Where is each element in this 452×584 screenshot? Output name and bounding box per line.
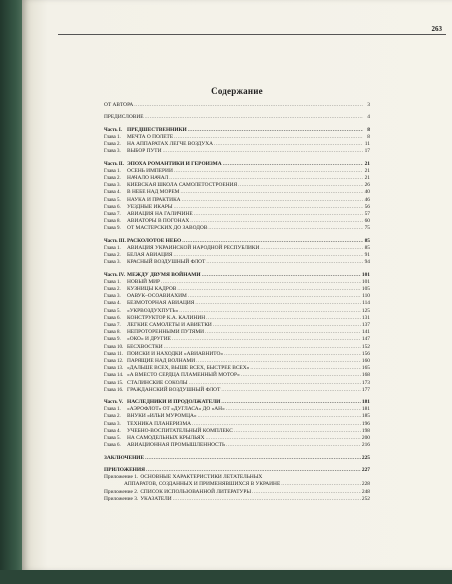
entry-title: ВЫБОР ПУТИ <box>127 148 162 155</box>
entry-page: 11 <box>364 141 370 148</box>
toc-chapter-entry <box>104 218 370 225</box>
toc-chapter-entry <box>104 197 370 204</box>
entry-page: 141 <box>361 329 370 336</box>
toc-part-entry <box>104 399 370 406</box>
entry-page: 40 <box>364 189 370 196</box>
entry-page: 131 <box>361 314 370 321</box>
entry-page: 228 <box>361 481 370 488</box>
toc-chapter-entry <box>104 189 370 196</box>
entry-title: «АЭРОФЛОТ» ОТ «ДУГЛАСА» ДО «АН» <box>127 406 225 413</box>
entry-label: Часть V. <box>104 400 123 406</box>
entry-title: КУЗНИЦЫ КАДРОВ <box>127 286 177 293</box>
entry-title: «А ВМЕСТО СЕРДЦА ПЛАМЕННЫЙ МОТОР» <box>127 372 240 379</box>
entry-label: Глава 2. <box>104 142 121 148</box>
toc-chapter-entry <box>104 387 370 394</box>
entry-title: НАЧАЛО НАЧАЛ <box>127 175 169 182</box>
entry-page: 105 <box>361 286 370 293</box>
entry-label: Глава 2. <box>104 176 121 182</box>
entry-page: 101 <box>361 271 370 278</box>
dot-leader <box>146 467 361 474</box>
table-of-contents <box>104 102 370 503</box>
toc-chapter-entry <box>104 344 370 351</box>
entry-title: СПИСОК ИСПОЛЬЗОВАННОЙ ЛИТЕРАТУРЫ <box>140 488 252 495</box>
entry-page: 137 <box>361 322 370 328</box>
entry-page: 165 <box>361 365 370 372</box>
toc-chapter-entry <box>104 358 370 365</box>
entry-title: НАУКА И ПРАКТИКА <box>127 196 181 203</box>
toc-chapter-entry <box>104 134 370 141</box>
dot-leader <box>188 127 363 134</box>
toc-chapter-entry <box>104 182 370 189</box>
toc-chapter-entry <box>104 322 370 329</box>
toc-chapter-entry <box>104 300 370 307</box>
entry-page: 225 <box>361 454 370 461</box>
dot-leader <box>161 279 361 286</box>
entry-page: 173 <box>361 379 370 386</box>
toc-chapter-entry <box>104 315 370 322</box>
dot-leader <box>179 308 361 315</box>
entry-label: Глава 1. <box>104 245 121 251</box>
entry-title: НАСЛЕДНИКИ И ПРОДОЛЖАТЕЛИ <box>127 399 221 406</box>
entry-title: В НЕБЕ НАД МОРЕМ <box>127 189 180 196</box>
appendix-label: Приложение 2. <box>104 488 139 495</box>
entry-title: ГРАЖДАНСКИЙ ВОЗДУШНЫЙ ФЛОТ <box>127 386 221 393</box>
entry-label: Глава 3. <box>104 294 121 300</box>
entry-page: 156 <box>361 350 370 357</box>
entry-label: Глава 5. <box>104 197 121 203</box>
entry-title: ПРИЛОЖЕНИЯ <box>104 466 145 473</box>
toc-chapter-entry <box>104 225 370 232</box>
toc-appendix-entry <box>104 489 370 496</box>
book-cover-edge <box>0 570 452 584</box>
entry-title: НЕПРОТОРЕННЫМИ ПУТЯМИ <box>127 329 205 336</box>
page-title: Содержание <box>211 86 263 96</box>
entry-title: НА САМОДЕЛЬНЫХ КРЫЛЬЯХ <box>127 435 205 441</box>
toc-appendix-entry <box>104 496 370 503</box>
toc-chapter-entry <box>104 308 370 315</box>
entry-page: 216 <box>361 442 370 449</box>
entry-page: 57 <box>364 211 370 217</box>
entry-title: «ДАЛЬШЕ ВСЕХ, ВЫШЕ ВСЕХ, БЫСТРЕЕ ВСЕХ» <box>127 365 250 372</box>
dot-leader <box>195 300 361 307</box>
entry-label: Глава 2. <box>104 253 121 259</box>
dot-leader <box>223 161 363 168</box>
entry-label: Глава 10. <box>104 344 124 350</box>
entry-page: 114 <box>362 300 370 307</box>
entry-label: Глава 2. <box>104 287 121 293</box>
entry-title: НОВЫЙ МИР <box>127 278 161 285</box>
dot-leader <box>189 380 361 387</box>
entry-title: МЕЧТА О ПОЛЕТЕ <box>127 133 174 140</box>
entry-label: Глава 6. <box>104 204 121 210</box>
dot-leader <box>145 455 361 462</box>
entry-label: Глава 6. <box>104 315 121 321</box>
toc-part-entry <box>104 127 370 134</box>
entry-page: 252 <box>361 495 370 502</box>
entry-title: ПОИСКИ И НАХОДКИ «АВИАВНИТО» <box>127 350 224 357</box>
entry-label: Глава 12. <box>104 358 124 364</box>
dot-leader <box>226 406 361 413</box>
appendix-label: Приложение 1. <box>104 474 139 481</box>
toc-part-entry <box>104 238 370 245</box>
toc-appendix-entry <box>104 474 370 481</box>
entry-title: ПРЕДИСЛОВИЕ <box>104 114 144 121</box>
dot-leader <box>174 134 363 141</box>
entry-label: Глава 1. <box>104 279 121 285</box>
entry-label: Глава 1. <box>104 134 121 140</box>
toc-chapter-entry <box>104 148 370 155</box>
toc-chapter-entry <box>104 293 370 300</box>
entry-title: АВИАЦИОННАЯ ПРОМЫШЛЕННОСТЬ <box>127 442 226 449</box>
entry-title: ОТ МАСТЕРСКИХ ДО ЗАВОДОВ <box>127 225 208 232</box>
toc-chapter-entry <box>104 351 370 358</box>
entry-label: Глава 2. <box>104 414 121 420</box>
toc-chapter-entry <box>104 279 370 286</box>
entry-page: 198 <box>361 427 370 434</box>
toc-chapter-entry <box>104 406 370 413</box>
entry-title: ОСНОВНЫЕ ХАРАКТЕРИСТИКИ ЛЕТАТЕЛЬНЫХ <box>140 474 263 481</box>
toc-chapter-entry <box>104 372 370 379</box>
entry-title: БЕСХВОСТКИ <box>127 343 163 350</box>
entry-label: Часть II. <box>104 161 124 167</box>
entry-page: 147 <box>361 336 370 343</box>
entry-title: «УКРВОЗДУХПУТЬ» <box>127 307 179 314</box>
entry-page: 56 <box>364 203 370 210</box>
toc-chapter-entry <box>104 380 370 387</box>
toc-chapter-entry <box>104 442 370 449</box>
entry-page: 26 <box>364 182 370 189</box>
dot-leader <box>260 245 363 252</box>
entry-title: УЕЗДНЫЕ ИКАРЫ <box>127 203 173 210</box>
toc-chapter-entry <box>104 421 370 428</box>
entry-page: 200 <box>361 435 370 441</box>
appendix-label: Приложение 3. <box>104 495 139 502</box>
entry-label: Часть IV. <box>104 272 125 278</box>
entry-title: ВНУКИ «ИЛЬИ МУРОМЦА» <box>127 413 197 420</box>
toc-chapter-entry <box>104 141 370 148</box>
entry-title: ОАВУК–ОСОАВИАХИМ <box>127 293 187 300</box>
entry-title: БЕЛАЯ АВИАЦИЯ <box>127 252 173 259</box>
dot-leader <box>252 489 361 496</box>
entry-page: 3 <box>367 102 370 108</box>
entry-title: УЧЕБНО-ВОСПИТАТЕЛЬНЫЙ КОМПЛЕКС <box>127 427 233 434</box>
dot-leader <box>206 259 363 266</box>
entry-title: ЗАКЛЮЧЕНИЕ <box>104 454 145 461</box>
entry-label: Глава 5. <box>104 436 121 441</box>
dot-leader <box>202 272 361 279</box>
entry-title: «ОКО» И ДРУГИЕ <box>127 336 171 343</box>
entry-page: 177 <box>361 386 370 393</box>
entry-label: Глава 16. <box>104 387 124 393</box>
dot-leader <box>208 225 363 232</box>
entry-page: 46 <box>364 196 370 203</box>
toc-intro-entry <box>104 102 370 109</box>
toc-chapter-entry <box>104 428 370 435</box>
entry-label: Глава 7. <box>104 323 121 328</box>
dot-leader <box>238 182 363 189</box>
toc-appendix-continuation <box>104 481 370 488</box>
entry-label: Глава 5. <box>104 308 121 314</box>
entry-page: 181 <box>361 399 370 406</box>
toc-chapter-entry <box>104 259 370 266</box>
entry-page: 4 <box>367 114 370 121</box>
dot-leader <box>196 358 361 365</box>
entry-page: 110 <box>362 293 370 300</box>
entry-label: Глава 4. <box>104 428 121 434</box>
page-number: 263 <box>431 25 442 33</box>
entry-title: СТАЛИНСКИЕ СОКОЛЫ <box>127 379 188 386</box>
book-page <box>22 0 452 570</box>
dot-leader <box>241 372 361 379</box>
dot-leader <box>174 204 363 211</box>
entry-page: 91 <box>364 252 370 259</box>
entry-page: 101 <box>361 278 370 285</box>
entry-title: РАСКОЛОТОЕ НЕБО <box>127 237 182 244</box>
dot-leader <box>163 148 364 155</box>
entry-label: Глава 11. <box>104 351 124 357</box>
entry-label: Глава 9. <box>104 337 121 343</box>
toc-appendices-entry <box>104 467 370 474</box>
entry-page: 152 <box>361 343 370 350</box>
dot-leader <box>206 315 361 322</box>
toc-chapter-entry <box>104 435 370 442</box>
entry-page: 168 <box>361 372 370 379</box>
entry-label: Глава 1. <box>104 168 121 174</box>
toc-chapter-entry <box>104 245 370 252</box>
dot-leader <box>164 344 361 351</box>
dot-leader <box>188 293 361 300</box>
entry-title: АППАРАТОВ, СОЗДАННЫХ И ПРИМЕНЯВШИХСЯ В УКРАИНЕ <box>124 481 281 488</box>
entry-title: ЛЕГКИЕ САМОЛЕТЫ И АВИЕТКИ <box>127 322 212 328</box>
dot-leader <box>177 286 361 293</box>
entry-title: КРАСНЫЙ ВОЗДУШНЫЙ ФЛОТ <box>127 259 206 266</box>
toc-chapter-entry <box>104 336 370 343</box>
dot-leader <box>182 197 363 204</box>
header-rule <box>58 34 446 35</box>
dot-leader <box>194 211 363 218</box>
entry-title: ПРЕДШЕСТВЕННИКИ <box>127 126 187 133</box>
dot-leader <box>198 413 361 420</box>
entry-label: Глава 14. <box>104 373 124 379</box>
entry-title: АВИАЦИЯ УКРАИНСКОЙ НАРОДНОЙ РЕСПУБЛИКИ <box>127 244 260 251</box>
entry-label: Глава 6. <box>104 443 121 449</box>
toc-intro-entry <box>104 114 370 121</box>
dot-leader <box>169 175 363 182</box>
entry-title: ЭПОХА РОМАНТИКИ И ГЕРОИЗМА <box>127 160 222 167</box>
dot-leader <box>173 496 361 503</box>
entry-page: 8 <box>367 133 370 140</box>
dot-leader <box>214 141 363 148</box>
dot-leader <box>190 218 363 225</box>
dot-leader <box>145 114 363 121</box>
entry-label: Глава 4. <box>104 190 121 196</box>
entry-label: Глава 7. <box>104 212 121 217</box>
entry-label: Часть III. <box>104 238 126 244</box>
entry-page: 85 <box>364 244 370 251</box>
entry-page: 8 <box>367 126 370 133</box>
entry-page: 17 <box>364 148 370 155</box>
entry-title: КОНСТРУКТОР К.А. КАЛИНИН <box>127 314 206 321</box>
entry-label: Глава 3. <box>104 260 121 266</box>
toc-chapter-entry <box>104 413 370 420</box>
entry-page: 85 <box>364 237 370 244</box>
entry-title: МЕЖДУ ДВУМЯ ВОЙНАМИ <box>127 271 201 278</box>
entry-title: ТЕХНИКА ПЛАНЕРИЗМА <box>127 420 192 427</box>
dot-leader <box>174 168 363 175</box>
entry-page: 21 <box>364 175 370 182</box>
entry-page: 21 <box>364 160 370 167</box>
entry-page: 248 <box>361 488 370 495</box>
entry-title: НА АППАРАТАХ ЛЕГЧЕ ВОЗДУХА <box>127 141 214 148</box>
entry-page: 94 <box>364 259 370 266</box>
book-spine-edge <box>0 0 22 584</box>
toc-part-entry <box>104 272 370 279</box>
entry-page: 21 <box>364 167 370 174</box>
dot-leader <box>234 428 361 435</box>
entry-title: ОТ АВТОРА <box>104 102 134 108</box>
entry-title: ПАРЯЩИЕ НАД ВОЛНАМИ <box>127 357 196 364</box>
toc-chapter-entry <box>104 211 370 218</box>
dot-leader <box>281 481 361 488</box>
dot-leader <box>182 238 363 245</box>
dot-leader <box>192 421 361 428</box>
toc-conclusion-entry <box>104 455 370 462</box>
entry-page: 227 <box>361 466 370 473</box>
dot-leader <box>180 189 363 196</box>
entry-page: 181 <box>361 406 370 413</box>
toc-chapter-entry <box>104 286 370 293</box>
entry-label: Глава 8. <box>104 330 121 336</box>
toc-chapter-entry <box>104 204 370 211</box>
dot-leader <box>172 336 361 343</box>
entry-title: ОСЕНЬ ИМПЕРИИ <box>127 167 173 174</box>
entry-label: Глава 3. <box>104 183 121 189</box>
entry-label: Глава 1. <box>104 407 121 413</box>
toc-chapter-entry <box>104 329 370 336</box>
entry-page: 160 <box>361 357 370 364</box>
entry-label: Глава 13. <box>104 366 124 372</box>
dot-leader <box>134 102 363 109</box>
entry-page: 185 <box>361 413 370 420</box>
entry-title: БЕЗМОТОРНАЯ АВИАЦИЯ <box>127 300 195 307</box>
entry-page: 125 <box>361 307 370 314</box>
dot-leader <box>206 435 361 442</box>
entry-page: 196 <box>361 420 370 427</box>
entry-label: Глава 9. <box>104 226 121 232</box>
entry-label: Глава 3. <box>104 421 121 427</box>
entry-label: Глава 15. <box>104 380 124 386</box>
entry-page: 75 <box>364 225 370 232</box>
entry-title: КИЕВСКАЯ ШКОЛА САМОЛЕТОСТРОЕНИЯ <box>127 182 238 189</box>
entry-title: УКАЗАТЕЛИ <box>140 495 172 502</box>
toc-chapter-entry <box>104 168 370 175</box>
entry-label: Часть I. <box>104 127 122 133</box>
entry-label: Глава 3. <box>104 149 121 155</box>
entry-page: 60 <box>364 218 370 225</box>
dot-leader <box>226 442 361 449</box>
dot-leader <box>250 365 361 372</box>
dot-leader <box>224 351 361 358</box>
toc-chapter-entry <box>104 175 370 182</box>
entry-label: Глава 8. <box>104 219 121 225</box>
dot-leader <box>221 387 361 394</box>
dot-leader <box>221 399 361 406</box>
entry-title: АВИАТОРЫ В ПОГОНАХ <box>127 218 190 225</box>
dot-leader <box>205 329 361 336</box>
dot-leader <box>213 322 361 329</box>
toc-part-entry <box>104 161 370 168</box>
entry-title: АВИАЦИЯ НА ГАЛИЧИНЕ <box>127 211 193 217</box>
entry-label: Глава 4. <box>104 301 121 307</box>
